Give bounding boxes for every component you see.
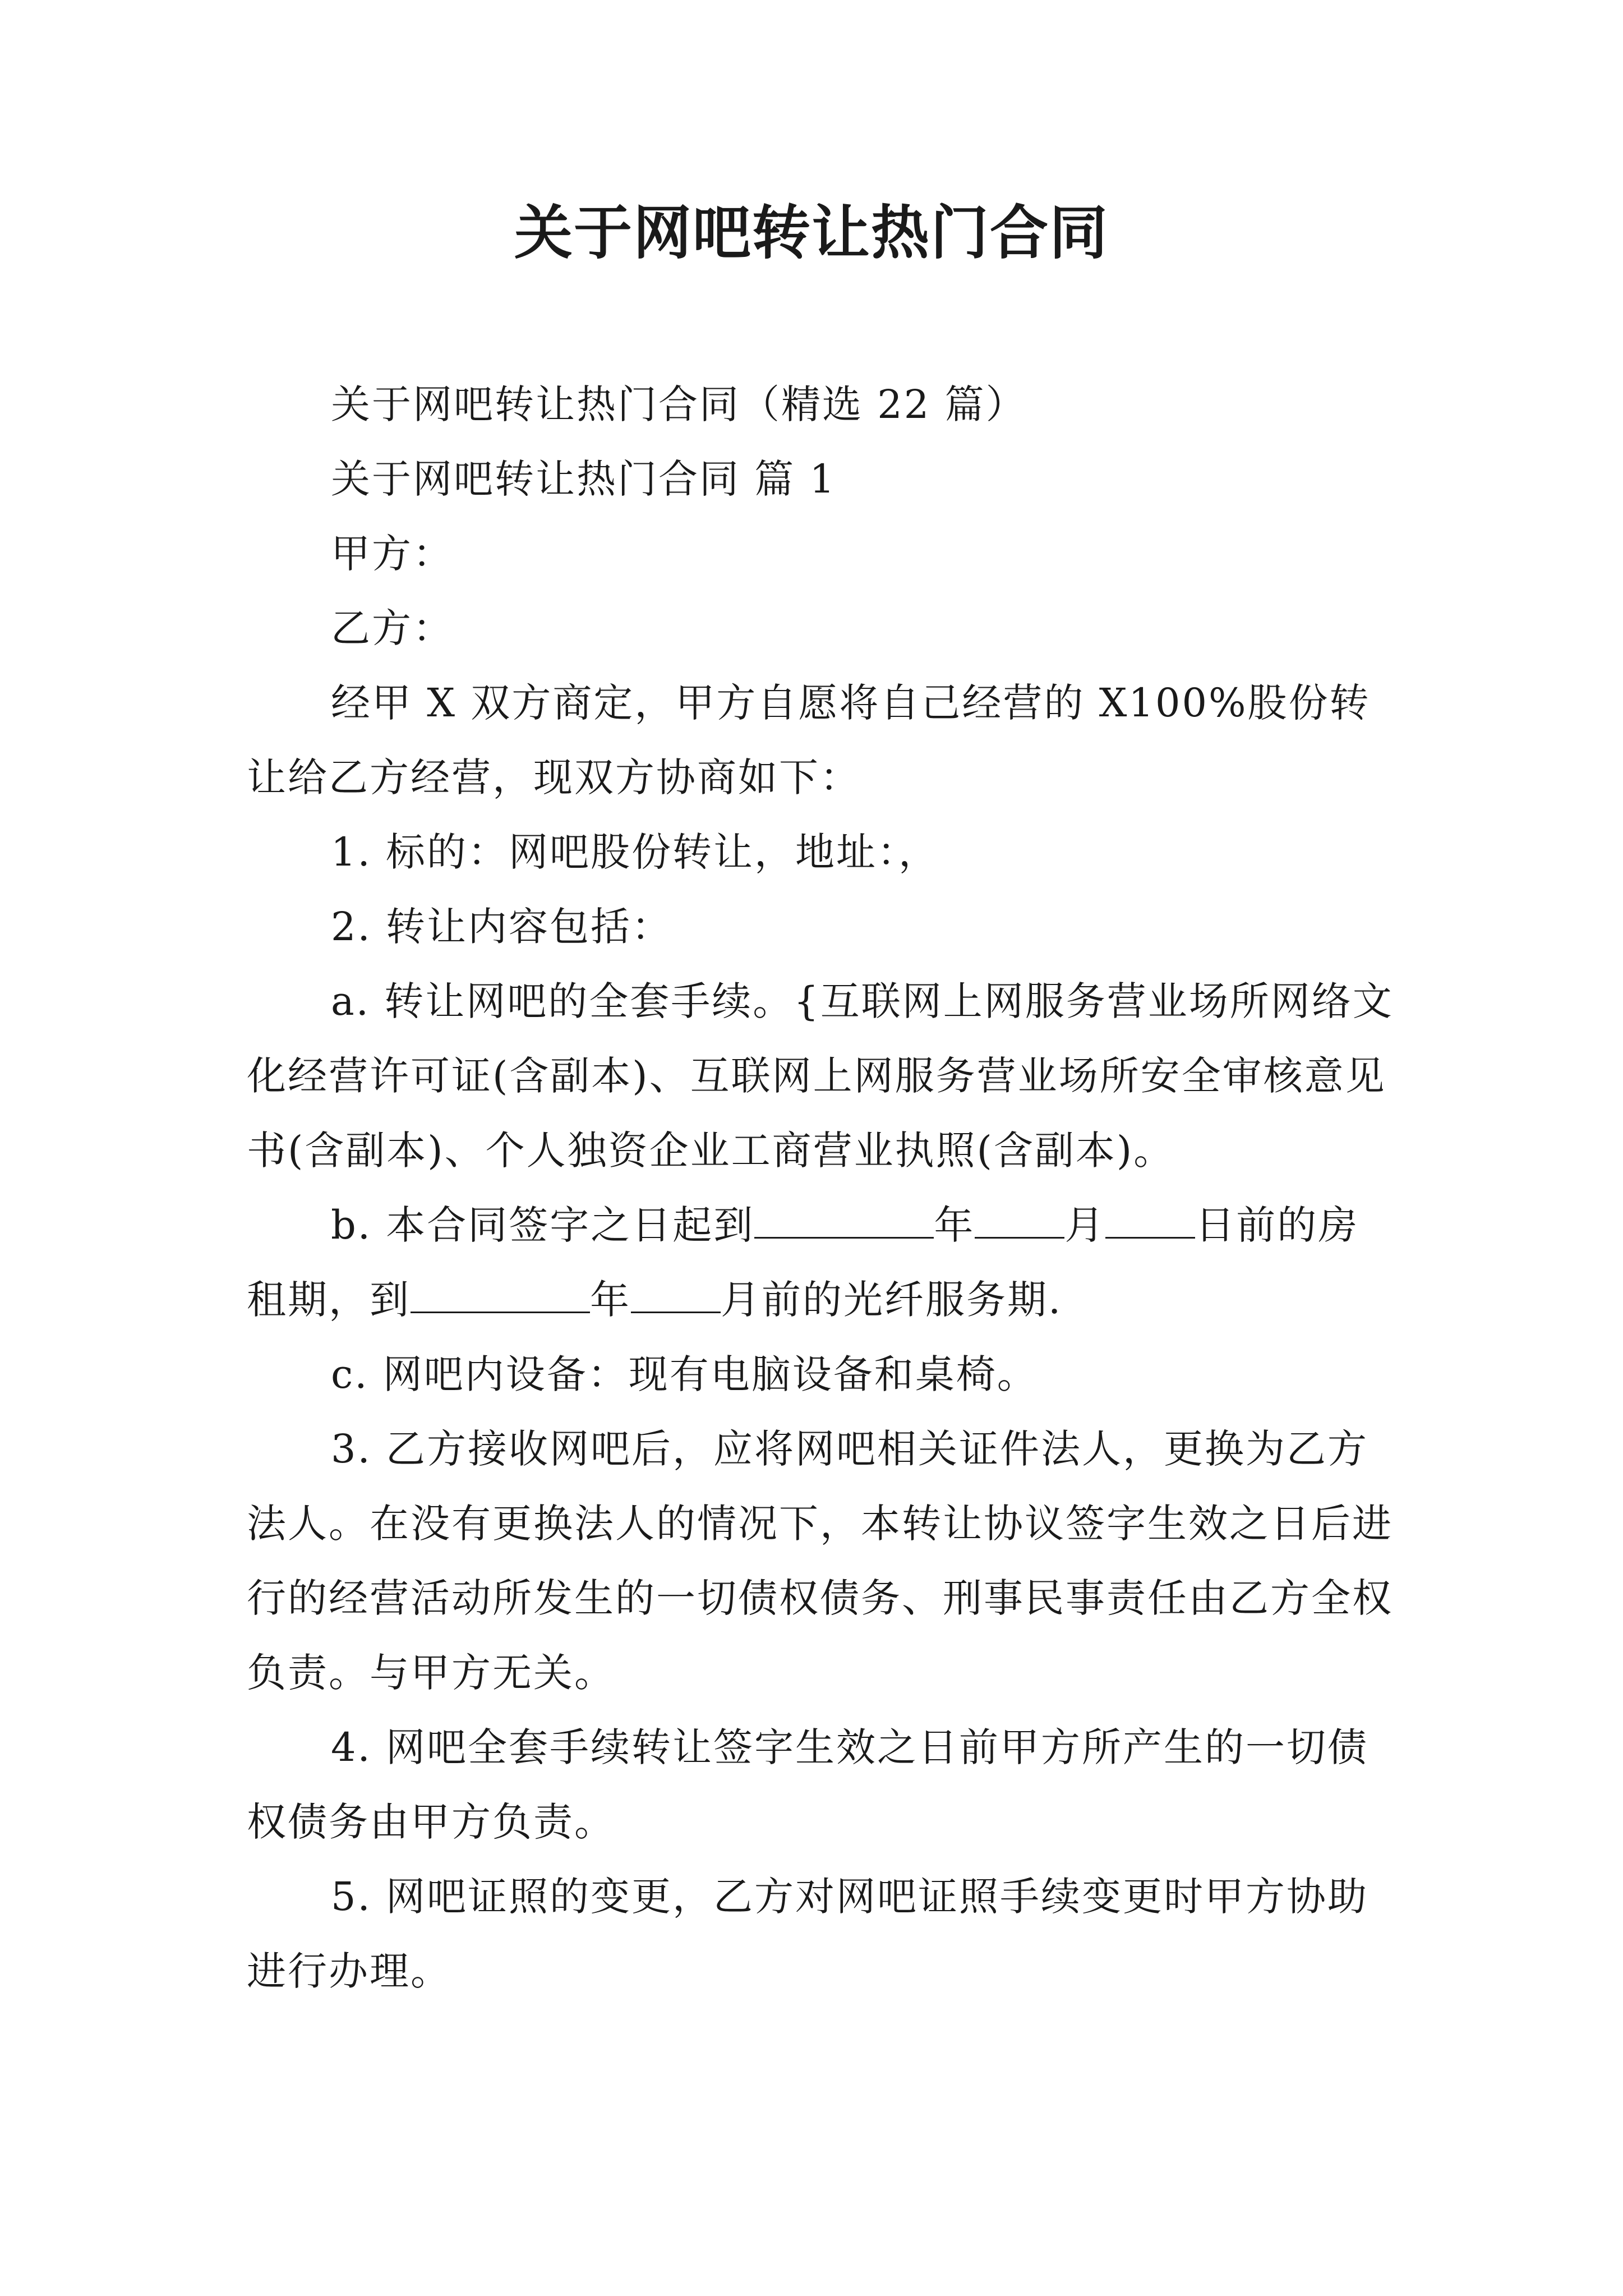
blank-year-1 bbox=[754, 1203, 934, 1239]
clause-b-text-2: 日前的房租期，到 bbox=[247, 1202, 1359, 1323]
clause-b-text-3: 月前的光纤服务期. bbox=[721, 1277, 1063, 1323]
paragraph-section-heading: 关于网吧转让热门合同 篇 1 bbox=[331, 456, 837, 502]
paragraph-party-b: 乙方： bbox=[331, 605, 454, 651]
blank-year-2 bbox=[411, 1278, 590, 1313]
paragraph-clause-2b bbox=[247, 1188, 1394, 1337]
paragraph-clause-2c: c. 网吧内设备：现有电脑设备和桌椅。 bbox=[331, 1351, 1038, 1397]
blank-day-1 bbox=[1105, 1203, 1195, 1239]
blank-month-2 bbox=[631, 1278, 721, 1313]
paragraph-clause-2a: a. 转让网吧的全套手续。{互联网上网服务营业场所网络文化经营许可证(含副本)、互联网上网服务营业场所安全审核意见书(含副本)、个人独资企业工商营业执照(含副本)。 bbox=[247, 978, 1394, 1174]
paragraph-clause-1: 1. 标的：网吧股份转让，地址：， bbox=[331, 829, 940, 875]
paragraph-clause-2: 2. 转让内容包括： bbox=[331, 904, 673, 950]
paragraph-clause-5: 5. 网吧证照的变更，乙方对网吧证照手续变更时甲方协助进行办理。 bbox=[247, 1874, 1369, 1994]
clause-b-year-1: 年 bbox=[934, 1202, 975, 1248]
paragraph-party-a: 甲方： bbox=[331, 531, 454, 577]
clause-b-text-1: b. 本合同签字之日起到 bbox=[331, 1202, 755, 1248]
blank-month-1 bbox=[975, 1203, 1064, 1239]
document-title: 关于网吧转让热门合同 bbox=[514, 198, 1109, 267]
paragraph-clause-3: 3. 乙方接收网吧后，应将网吧相关证件法人，更换为乙方法人。在没有更换法人的情况下，本转让协议签字生效之日后进行的经营活动所发生的一切债权债务、刑事民事责任由乙方全权负责。与甲方无关。 bbox=[247, 1426, 1393, 1696]
paragraph-clause-4: 4. 网吧全套手续转让签字生效之日前甲方所产生的一切债权债务由甲方负责。 bbox=[247, 1724, 1369, 1845]
clause-b-month-1: 月 bbox=[1064, 1202, 1106, 1248]
paragraph-subtitle: 关于网吧转让热门合同（精选 22 篇） bbox=[331, 381, 1027, 427]
clause-b-year-2: 年 bbox=[590, 1277, 631, 1323]
paragraph-intro: 经甲 X 双方商定，甲方自愿将自己经营的 X100%股份转让给乙方经营，现双方协商如下： bbox=[247, 680, 1371, 800]
document-body bbox=[247, 367, 1394, 2009]
